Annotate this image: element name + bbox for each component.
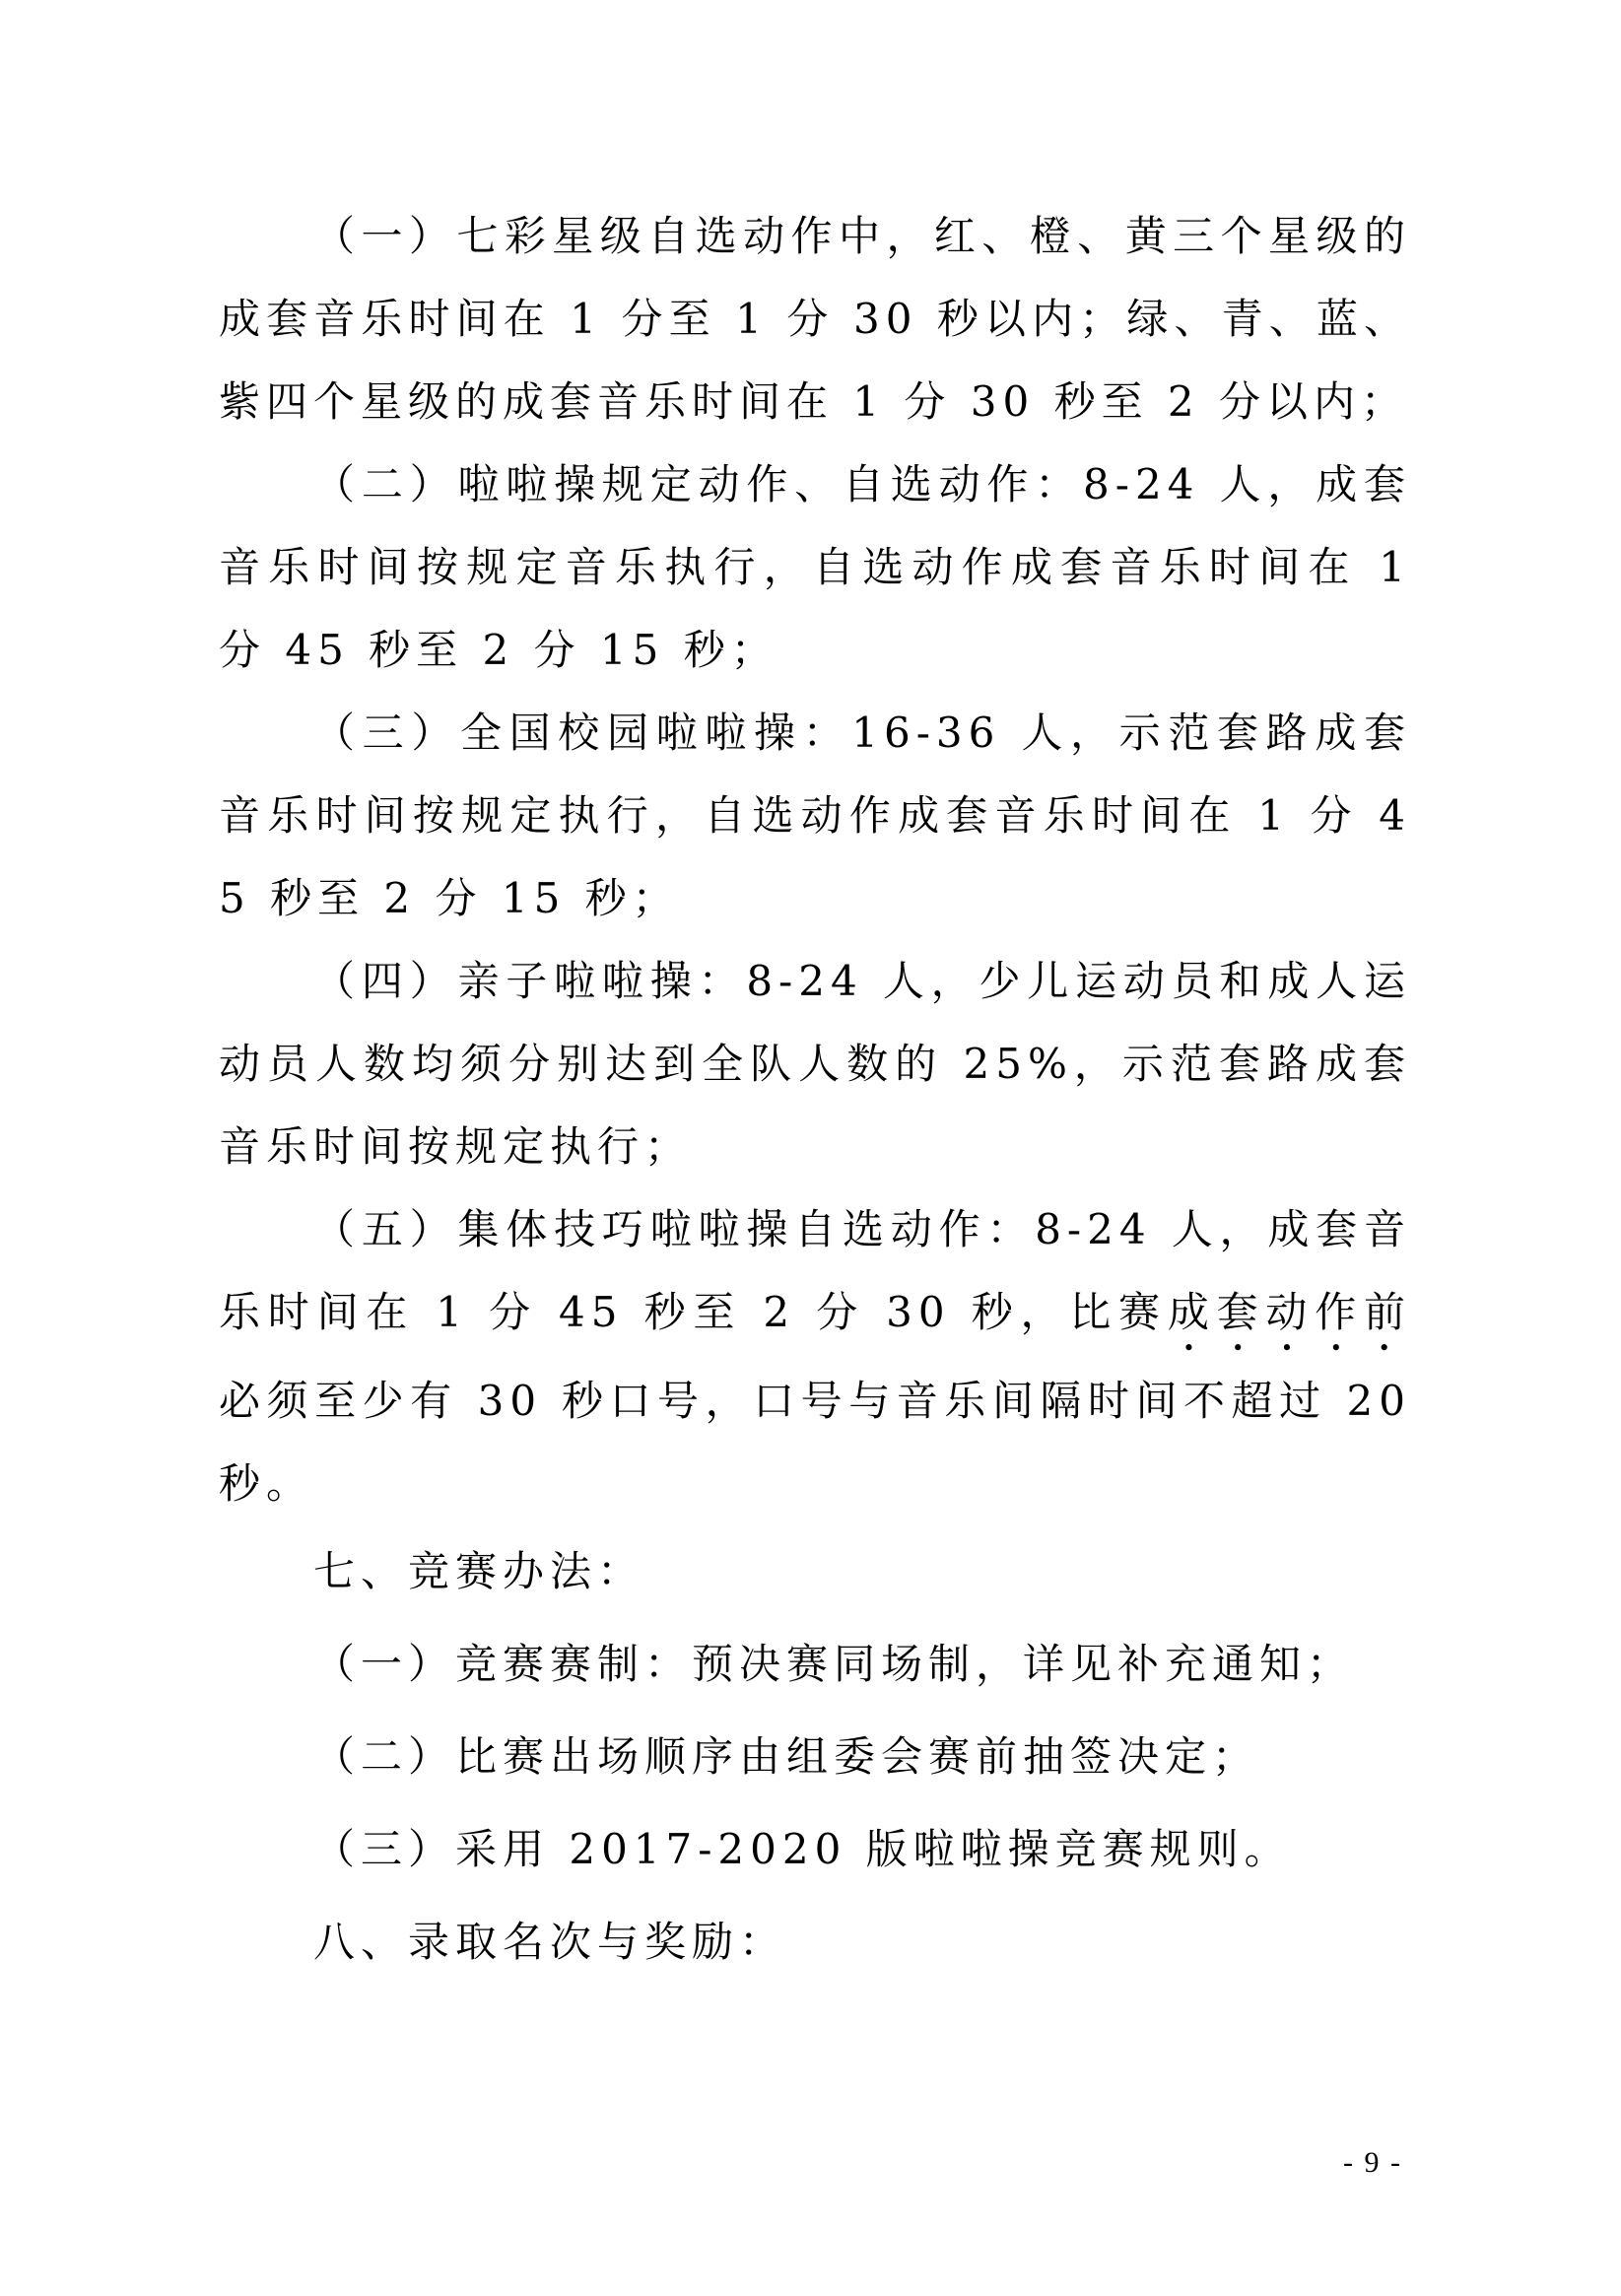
- paragraph-parent-child-cheer: （四）亲子啦啦操：8-24 人，少儿运动员和成人运动员人数均须分别达到全队人数的 25%，示范套路成套音乐时间按规定执行；: [219, 957, 1411, 1171]
- page-number: - 9 -: [1343, 2146, 1402, 2179]
- document-body: [219, 195, 1411, 1989]
- paragraph-group-stunt-cheer: [219, 1188, 1411, 1525]
- paragraph-group-stunt-text-after: 必须至少有 30 秒口号，口号与音乐间隔时间不超过 20 秒。: [219, 1377, 1411, 1508]
- list-item-competition-format: （一）竞赛赛制：预决赛同场制，详见补充通知；: [313, 1640, 1355, 1688]
- paragraph-cheer-routine: （二）啦啦操规定动作、自选动作：8-24 人，成套音乐时间按规定音乐执行，自选动作成套音乐时间在 1 分 45 秒至 2 分 15 秒；: [219, 460, 1411, 674]
- list-item-rules-version: （三）采用 2017-2020 版啦啦操竞赛规则。: [313, 1825, 1292, 1873]
- paragraph-music-time-star: （一）七彩星级自选动作中，红、橙、黄三个星级的成套音乐时间在 1 分至 1 分 30 秒以内；绿、青、蓝、紫四个星级的成套音乐时间在 1 分 30 秒至 2 分以内；: [219, 212, 1411, 426]
- emphasized-text: 成套动作前: [1167, 1288, 1411, 1336]
- section-heading-rankings-awards: 八、录取名次与奖励：: [313, 1918, 787, 1966]
- paragraph-group-stunt-text-before: （五）集体技巧啦啦操自选动作：8-24 人，成套音乐时间在 1 分 45 秒至 2 分 30 秒，比赛: [219, 1205, 1411, 1336]
- paragraph-campus-cheer: （三）全国校园啦啦操：16-36 人，示范套路成套音乐时间按规定执行，自选动作成套音乐时间在 1 分 45 秒至 2 分 15 秒；: [219, 709, 1411, 922]
- section-heading-competition-method: 七、竞赛办法：: [313, 1547, 645, 1595]
- list-item-order-draw: （二）比赛出场顺序由组委会赛前抽签决定；: [313, 1732, 1260, 1781]
